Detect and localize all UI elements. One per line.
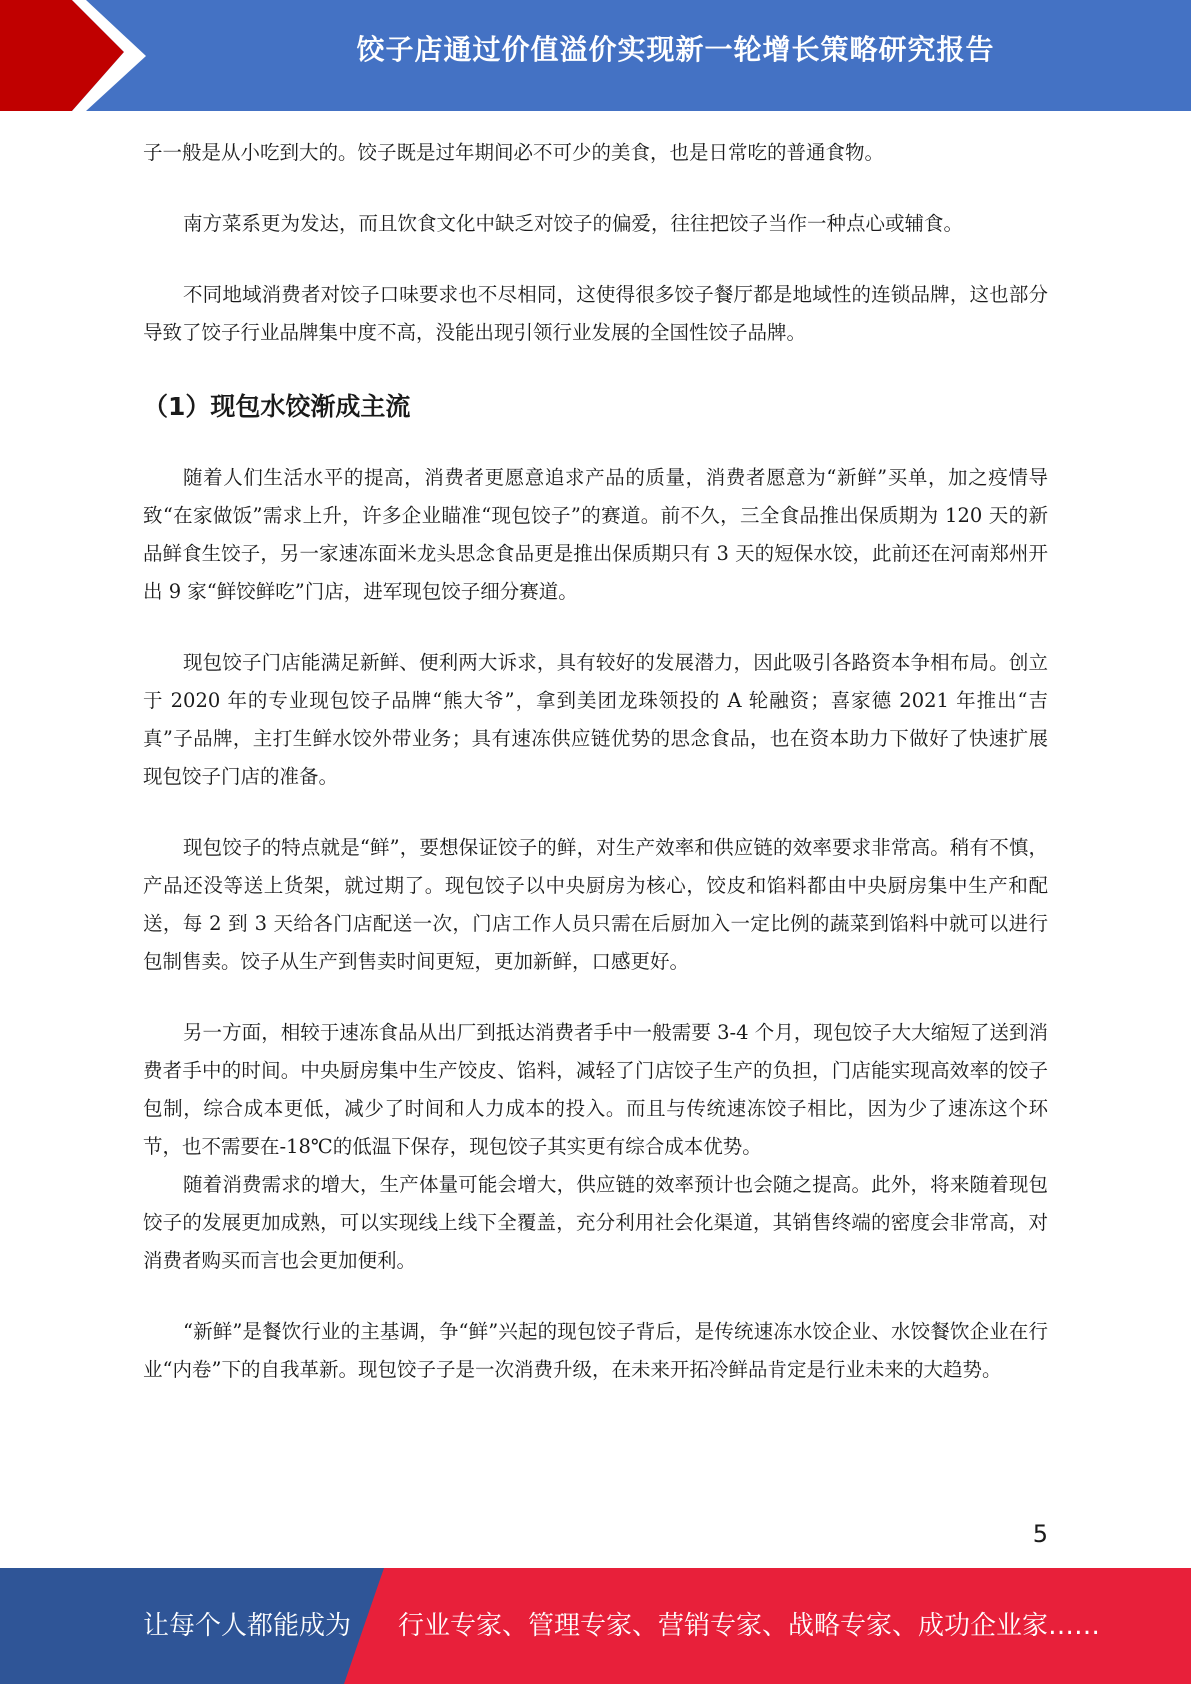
header-chevron-icon xyxy=(0,0,160,111)
paragraph-5: 现包饺子门店能满足新鲜、便利两大诉求，具有较好的发展潜力，因此吸引各路资本争相布局。创立于 2020 年的专业现包饺子品牌“熊大爷”，拿到美团龙珠领投的 A 轮融资；喜家德 2021 年推出“吉真”子品牌，主打生鲜水饺外带业务；具有速冻供应链优势的思念食品，也在资本助力下做好了快速扩展现包饺子门店的准备。 xyxy=(143,651,1048,788)
paragraph-8: 随着消费需求的增大，生产体量可能会增大，供应链的效率预计也会随之提高。此外，将来随着现包饺子的发展更加成熟，可以实现线上线下全覆盖，充分利用社会化渠道，其销售终端的密度会非常高，对消费者购买而言也会更加便利。 xyxy=(143,1173,1048,1272)
paragraph-1: 子一般是从小吃到大的。饺子既是过年期间必不可少的美食，也是日常吃的普通食物。 xyxy=(143,141,885,164)
paragraph-2: 南方菜系更为发达，而且饮食文化中缺乏对饺子的偏爱，往往把饺子当作一种点心或辅食。 xyxy=(183,212,964,235)
section-heading: （1）现包水饺渐成主流 xyxy=(143,392,411,421)
page-header xyxy=(0,0,1191,111)
paragraph-7: 另一方面，相较于速冻食品从出厂到抵达消费者手中一般需要 3-4 个月，现包饺子大大缩短了送到消费者手中的时间。中央厨房集中生产饺皮、馅料，减轻了门店饺子生产的负担，门店能实现高效率的饺子包制，综合成本更低，减少了时间和人力成本的投入。而且与传统速冻饺子相比，因为少了速冻这个环节，也不需要在-18℃的低温下保存，现包饺子其实更有综合成本优势。 xyxy=(143,1021,1048,1158)
page-number: 5 xyxy=(1032,1520,1048,1548)
paragraph-9: “新鲜”是餐饮行业的主基调，争“鲜”兴起的现包饺子背后，是传统速冻水饺企业、水饺餐饮企业在行业“内卷”下的自我革新。现包饺子子是一次消费升级，在未来开拓冷鲜品肯定是行业未来的大趋势。 xyxy=(143,1320,1048,1381)
paragraph-6: 现包饺子的特点就是“鲜”，要想保证饺子的鲜，对生产效率和供应链的效率要求非常高。稍有不慎，产品还没等送上货架，就过期了。现包饺子以中央厨房为核心，饺皮和馅料都由中央厨房集中生产和配送，每 2 到 3 天给各门店配送一次，门店工作人员只需在后厨加入一定比例的蔬菜到馅料中就可以进行包制售卖。饺子从生产到售卖时间更短，更加新鲜，口感更好。 xyxy=(143,836,1048,973)
page-footer xyxy=(0,1568,1191,1684)
paragraph-3: 不同地域消费者对饺子口味要求也不尽相同，这使得很多饺子餐厅都是地域性的连锁品牌，这也部分导致了饺子行业品牌集中度不高，没能出现引领行业发展的全国性饺子品牌。 xyxy=(143,283,1048,344)
document-body xyxy=(143,134,1048,1422)
report-title: 饺子店通过价值溢价实现新一轮增长策略研究报告 xyxy=(356,33,995,66)
footer-slogan-left: 让每个人都能成为 xyxy=(143,1611,352,1641)
paragraph-4: 随着人们生活水平的提高，消费者更愿意追求产品的质量，消费者愿意为“新鲜”买单，加之疫情导致“在家做饭”需求上升，许多企业瞄准“现包饺子”的赛道。前不久，三全食品推出保质期为 120 天的新品鲜食生饺子，另一家速冻面米龙头思念食品更是推出保质期只有 3 天的短保水饺，此前还在河南郑州开出 9 家“鲜饺鲜吃”门店，进军现包饺子细分赛道。 xyxy=(143,466,1048,603)
footer-slogan-right: 行业专家、管理专家、营销专家、战略专家、成功企业家…… xyxy=(398,1611,1101,1641)
